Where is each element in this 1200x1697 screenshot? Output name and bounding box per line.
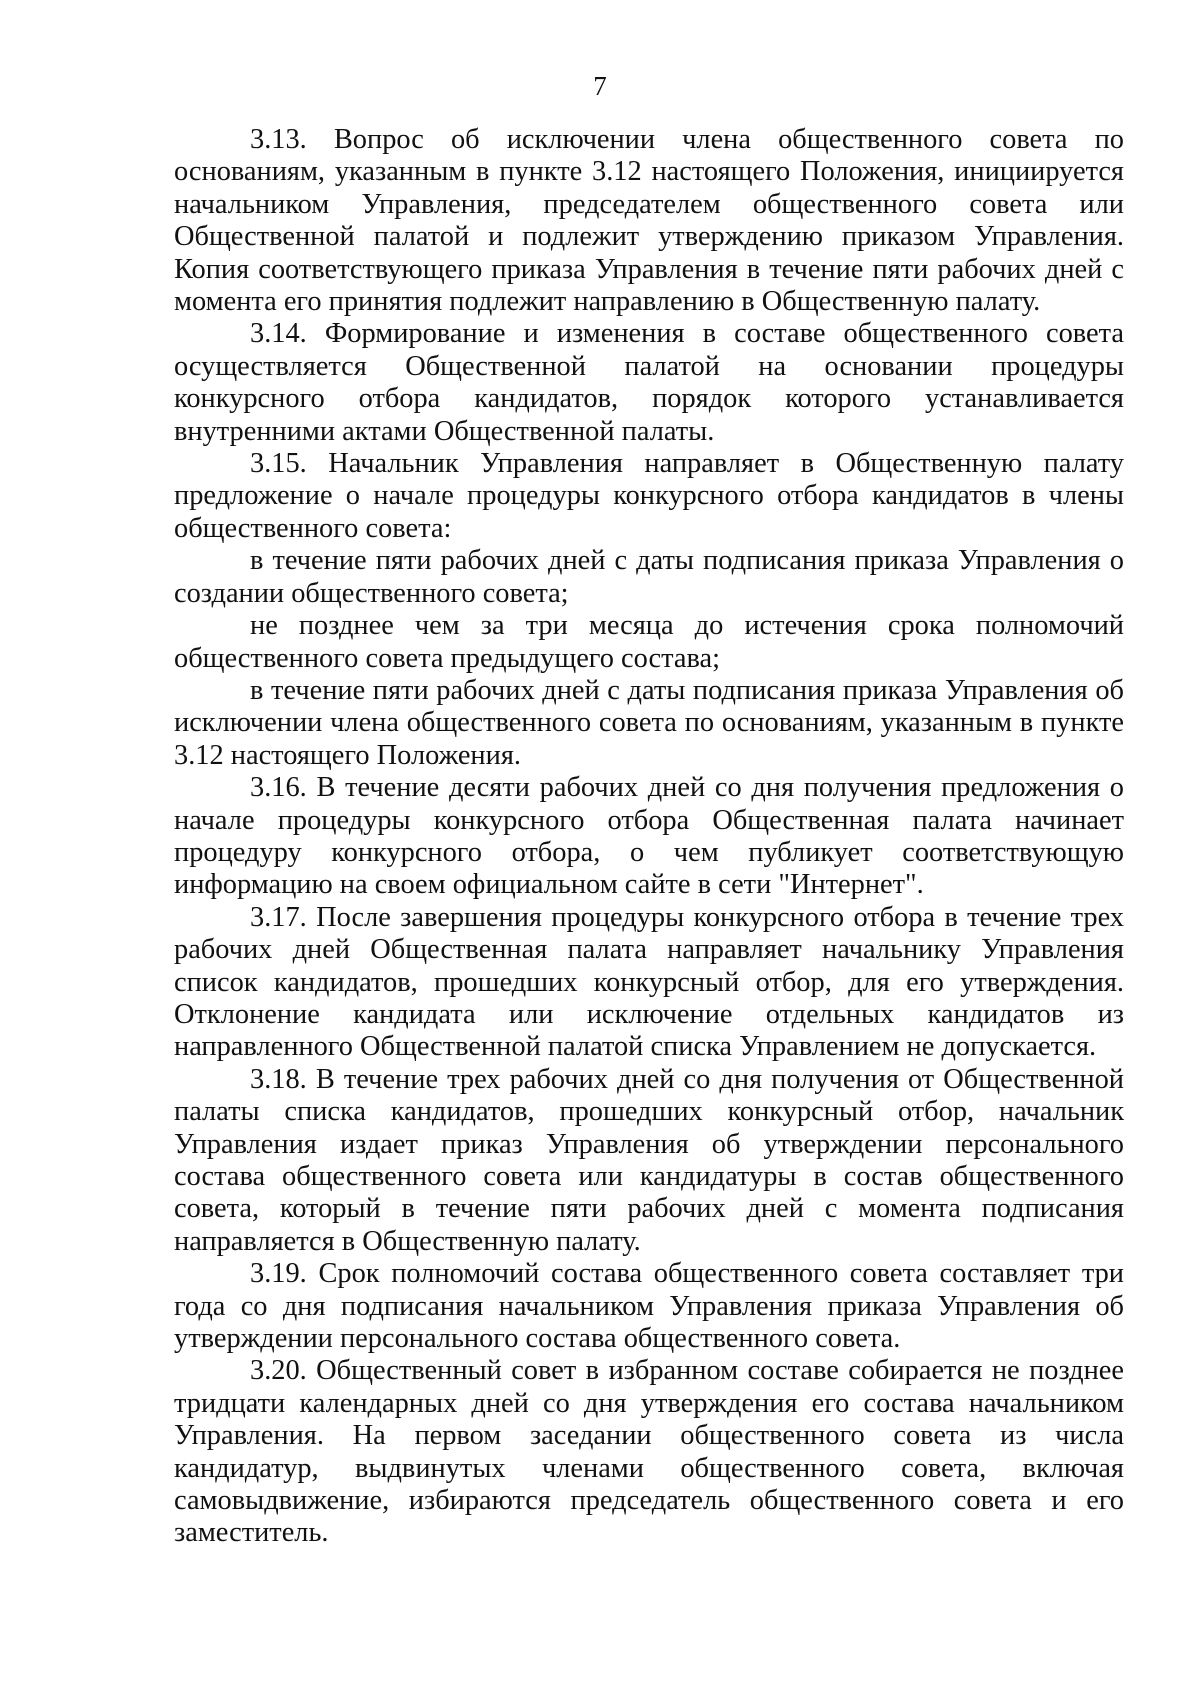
paragraph-3-14: 3.14. Формирование и изменения в составе общественного совета осуществляется Общественной палатой на основании процедуры конкурсного отбора кандидатов, порядок которого устанавливается внутренними актами Общественной палаты.	[174, 318, 1124, 447]
paragraph-3-15-item-2: не позднее чем за три месяца до истечения срока полномочий общественного совета предыдущего состава;	[174, 610, 1124, 674]
paragraph-3-18: 3.18. В течение трех рабочих дней со дня получения от Общественной палаты списка кандидатов, прошедших конкурсный отбор, начальник Управления издает приказ Управления об утверждении персонального состава общественного совета или кандидатуры в состав общественного совета, который в течение пяти рабочих дней с момента подписания направляется в Общественную палату.	[174, 1063, 1124, 1257]
paragraph-3-17: 3.17. После завершения процедуры конкурсного отбора в течение трех рабочих дней Общественная палата направляет начальнику Управления список кандидатов, прошедших конкурсный отбор, для его утверждения. Отклонение кандидата или исключение отдельных кандидатов из направленного Общественной палатой списка Управлением не допускается.	[174, 901, 1124, 1063]
paragraph-3-15-item-1: в течение пяти рабочих дней с даты подписания приказа Управления о создании общественного совета;	[174, 545, 1124, 609]
paragraph-3-16: 3.16. В течение десяти рабочих дней со дня получения предложения о начале процедуры конкурсного отбора Общественная палата начинает процедуру конкурсного отбора, о чем публикует соответствующую информацию на своем официальном сайте в сети "Интернет".	[174, 772, 1124, 901]
page-number: 7	[593, 71, 607, 101]
document-body	[174, 124, 1124, 1550]
paragraph-3-13: 3.13. Вопрос об исключении члена общественного совета по основаниям, указанным в пункте 3.12 настоящего Положения, инициируется начальником Управления, председателем общественного совета или Общественной палатой и подлежит утверждению приказом Управления. Копия соответствующего приказа Управления в течение пяти рабочих дней с момента его принятия подлежит направлению в Общественную палату.	[174, 124, 1124, 318]
paragraph-3-15-item-3: в течение пяти рабочих дней с даты подписания приказа Управления об исключении члена общественного совета по основаниям, указанным в пункте 3.12 настоящего Положения.	[174, 674, 1124, 771]
paragraph-3-15: 3.15. Начальник Управления направляет в Общественную палату предложение о начале процедуры конкурсного отбора кандидатов в члены общественного совета:	[174, 448, 1124, 544]
paragraph-3-20: 3.20. Общественный совет в избранном составе собирается не позднее тридцати календарных дней со дня утверждения его состава начальником Управления. На первом заседании общественного совета из числа кандидатур, выдвинутых членами общественного совета, включая самовыдвижение, избираются председатель общественного совета и его заместитель.	[174, 1355, 1124, 1549]
paragraph-3-19: 3.19. Срок полномочий состава общественного совета составляет три года со дня подписания начальником Управления приказа Управления об утверждении персонального состава общественного совета.	[174, 1258, 1124, 1355]
